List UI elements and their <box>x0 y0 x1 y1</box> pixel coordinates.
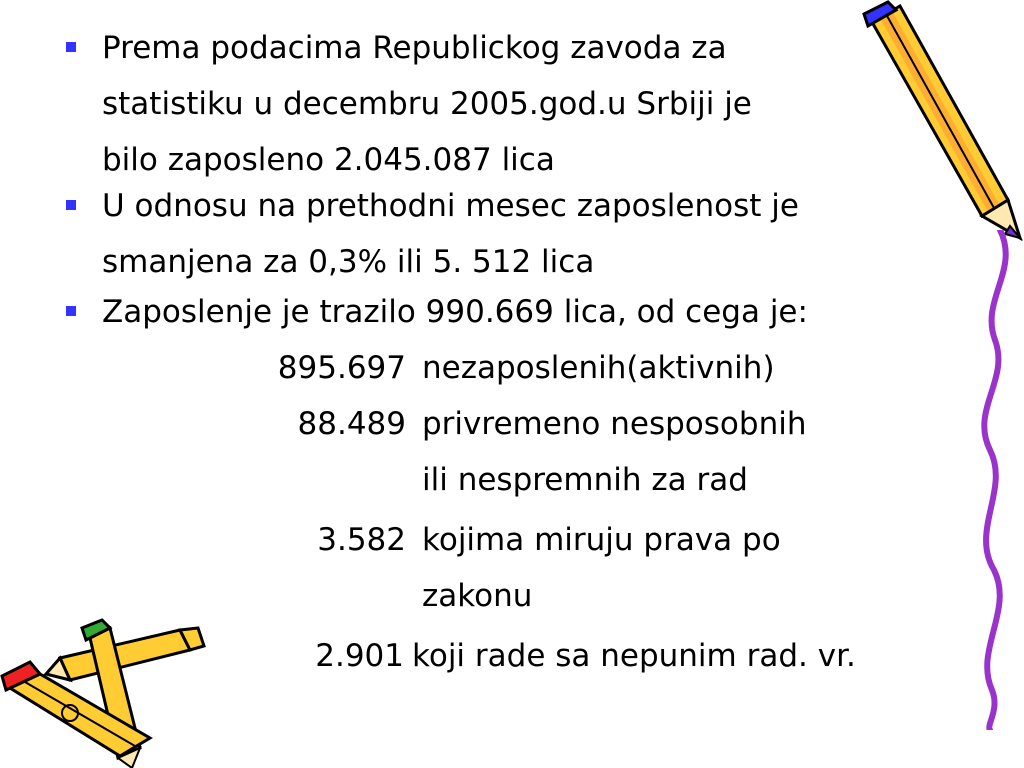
breakdown-number: 3.582 <box>317 522 406 558</box>
bullet-square-icon <box>66 42 76 52</box>
breakdown-row <box>0 340 1024 396</box>
breakdown-description <box>422 512 781 624</box>
bullet-line: statistiku u decembru 2005.god.u Srbiji je <box>102 86 752 122</box>
bullet-line: U odnosu na prethodni mesec zaposlenost je <box>102 188 799 224</box>
bullet-square-icon <box>66 200 76 210</box>
bullet-square-icon <box>66 306 76 316</box>
breakdown-description: nezaposlenih(aktivnih) <box>422 350 775 386</box>
bullet-text <box>102 178 799 290</box>
bullet-text <box>102 20 752 188</box>
breakdown-line: privremeno nesposobnih <box>422 406 807 442</box>
breakdown-number: 2.901 <box>315 638 404 674</box>
bullet-text <box>102 284 808 340</box>
bullet-line: bilo zaposleno 2.045.087 lica <box>102 142 555 178</box>
breakdown-row <box>0 512 1024 624</box>
breakdown-number: 895.697 <box>277 350 406 386</box>
breakdown-line: ili nespremnih za rad <box>422 462 748 498</box>
breakdown-description <box>422 396 806 508</box>
breakdown-number: 88.489 <box>297 406 406 442</box>
breakdown-row <box>0 396 1024 508</box>
pencils-icon <box>0 618 210 768</box>
breakdown-line: kojima miruju prava po <box>422 522 781 558</box>
breakdown-description: koji rade sa nepunim rad. vr. <box>412 638 856 674</box>
squiggle-line <box>960 230 1024 730</box>
bullet-line: Zaposlenje je trazilo 990.669 lica, od cega je: <box>102 294 808 330</box>
bullet-line: Prema podacima Republickog zavoda za <box>102 30 727 66</box>
pencil-icon <box>860 0 1024 250</box>
breakdown-line: zakonu <box>422 578 533 614</box>
bullet-line: smanjena za 0,3% ili 5. 512 lica <box>102 244 595 280</box>
